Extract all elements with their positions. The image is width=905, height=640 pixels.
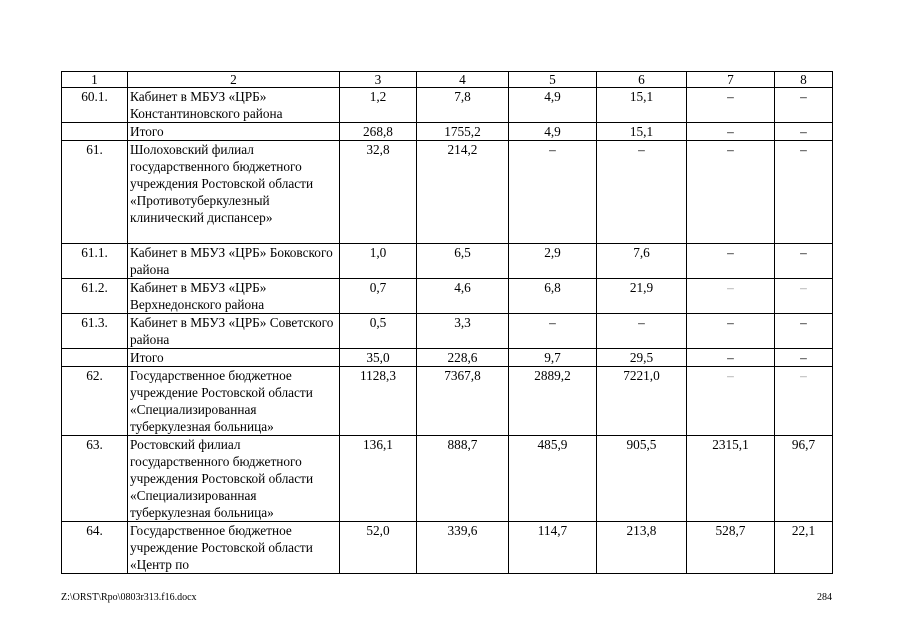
row-value: – xyxy=(687,123,775,141)
row-value: 21,9 xyxy=(597,279,687,314)
row-value: – xyxy=(775,349,833,367)
row-value: 3,3 xyxy=(417,314,509,349)
row-value: 905,5 xyxy=(597,436,687,522)
row-value: 339,6 xyxy=(417,522,509,574)
row-value: 136,1 xyxy=(340,436,417,522)
row-value: 9,7 xyxy=(509,349,597,367)
row-number: 61.1. xyxy=(62,244,128,279)
column-header: 2 xyxy=(128,72,340,88)
row-value: – xyxy=(597,141,687,244)
row-value: 7,6 xyxy=(597,244,687,279)
row-value: 888,7 xyxy=(417,436,509,522)
table-row xyxy=(62,349,833,367)
column-header: 8 xyxy=(775,72,833,88)
row-number: 61. xyxy=(62,141,128,244)
row-value: 268,8 xyxy=(340,123,417,141)
row-value: 1,0 xyxy=(340,244,417,279)
table-row xyxy=(62,244,833,279)
row-value: 52,0 xyxy=(340,522,417,574)
row-number: 62. xyxy=(62,367,128,436)
column-header: 4 xyxy=(417,72,509,88)
table-header-row xyxy=(62,72,833,88)
row-value: 22,1 xyxy=(775,522,833,574)
row-value: 2315,1 xyxy=(687,436,775,522)
row-number xyxy=(62,349,128,367)
row-number xyxy=(62,123,128,141)
table-row xyxy=(62,522,833,574)
footer-file-path: Z:\ORST\Rpo\0803r313.f16.docx xyxy=(61,592,197,603)
row-value: 96,7 xyxy=(775,436,833,522)
row-value: – xyxy=(509,141,597,244)
row-value: 228,6 xyxy=(417,349,509,367)
row-value: – xyxy=(775,88,833,123)
row-value: – xyxy=(775,123,833,141)
row-value: 7221,0 xyxy=(597,367,687,436)
row-value: – xyxy=(687,279,775,314)
row-value: 485,9 xyxy=(509,436,597,522)
row-value: 4,6 xyxy=(417,279,509,314)
row-value: – xyxy=(775,367,833,436)
row-value: 1755,2 xyxy=(417,123,509,141)
row-value: – xyxy=(775,314,833,349)
row-value: 1,2 xyxy=(340,88,417,123)
row-name: Ростовский филиал государственного бюджетного учреждения Ростовской области «Специализированная туберкулезная больница» xyxy=(128,436,340,522)
row-value: 29,5 xyxy=(597,349,687,367)
row-value: – xyxy=(687,349,775,367)
row-value: – xyxy=(597,314,687,349)
row-value: 6,8 xyxy=(509,279,597,314)
row-name: Государственное бюджетное учреждение Ростовской области «Специализированная туберкулезная больница» xyxy=(128,367,340,436)
row-value: 114,7 xyxy=(509,522,597,574)
row-value: 528,7 xyxy=(687,522,775,574)
row-name: Кабинет в МБУЗ «ЦРБ» Константиновского района xyxy=(128,88,340,123)
row-value: 32,8 xyxy=(340,141,417,244)
row-number: 60.1. xyxy=(62,88,128,123)
row-value: 7,8 xyxy=(417,88,509,123)
row-value: – xyxy=(775,141,833,244)
column-header: 6 xyxy=(597,72,687,88)
row-number: 61.2. xyxy=(62,279,128,314)
row-value: 2889,2 xyxy=(509,367,597,436)
row-value: – xyxy=(775,279,833,314)
row-name: Кабинет в МБУЗ «ЦРБ» Боковского района xyxy=(128,244,340,279)
table-row xyxy=(62,436,833,522)
table-row xyxy=(62,314,833,349)
row-value: 35,0 xyxy=(340,349,417,367)
row-value: – xyxy=(775,244,833,279)
row-value: – xyxy=(687,314,775,349)
row-value: 0,7 xyxy=(340,279,417,314)
row-value: – xyxy=(509,314,597,349)
row-value: 0,5 xyxy=(340,314,417,349)
row-number: 61.3. xyxy=(62,314,128,349)
row-name: Кабинет в МБУЗ «ЦРБ» Советского района xyxy=(128,314,340,349)
table-row xyxy=(62,279,833,314)
row-value: 213,8 xyxy=(597,522,687,574)
row-name: Итого xyxy=(128,349,340,367)
row-value: 4,9 xyxy=(509,88,597,123)
table-row xyxy=(62,141,833,244)
row-value: 6,5 xyxy=(417,244,509,279)
row-number: 64. xyxy=(62,522,128,574)
row-name: Шолоховский филиал государственного бюджетного учреждения Ростовской области «Противотуберкулезный клинический диспансер» xyxy=(128,141,340,244)
table-row xyxy=(62,88,833,123)
row-name: Государственное бюджетное учреждение Ростовской области «Центр по xyxy=(128,522,340,574)
row-value: – xyxy=(687,367,775,436)
column-header: 5 xyxy=(509,72,597,88)
column-header: 3 xyxy=(340,72,417,88)
row-value: 2,9 xyxy=(509,244,597,279)
table-row xyxy=(62,123,833,141)
row-value: – xyxy=(687,244,775,279)
data-table xyxy=(61,71,833,574)
row-value: 214,2 xyxy=(417,141,509,244)
row-value: 1128,3 xyxy=(340,367,417,436)
row-value: 15,1 xyxy=(597,88,687,123)
table-row xyxy=(62,367,833,436)
row-name: Итого xyxy=(128,123,340,141)
row-value: 4,9 xyxy=(509,123,597,141)
footer-page-number: 284 xyxy=(817,592,832,603)
row-value: 7367,8 xyxy=(417,367,509,436)
column-header: 7 xyxy=(687,72,775,88)
row-value: – xyxy=(687,141,775,244)
row-number: 63. xyxy=(62,436,128,522)
row-name: Кабинет в МБУЗ «ЦРБ» Верхнедонского района xyxy=(128,279,340,314)
row-value: – xyxy=(687,88,775,123)
row-value: 15,1 xyxy=(597,123,687,141)
column-header: 1 xyxy=(62,72,128,88)
